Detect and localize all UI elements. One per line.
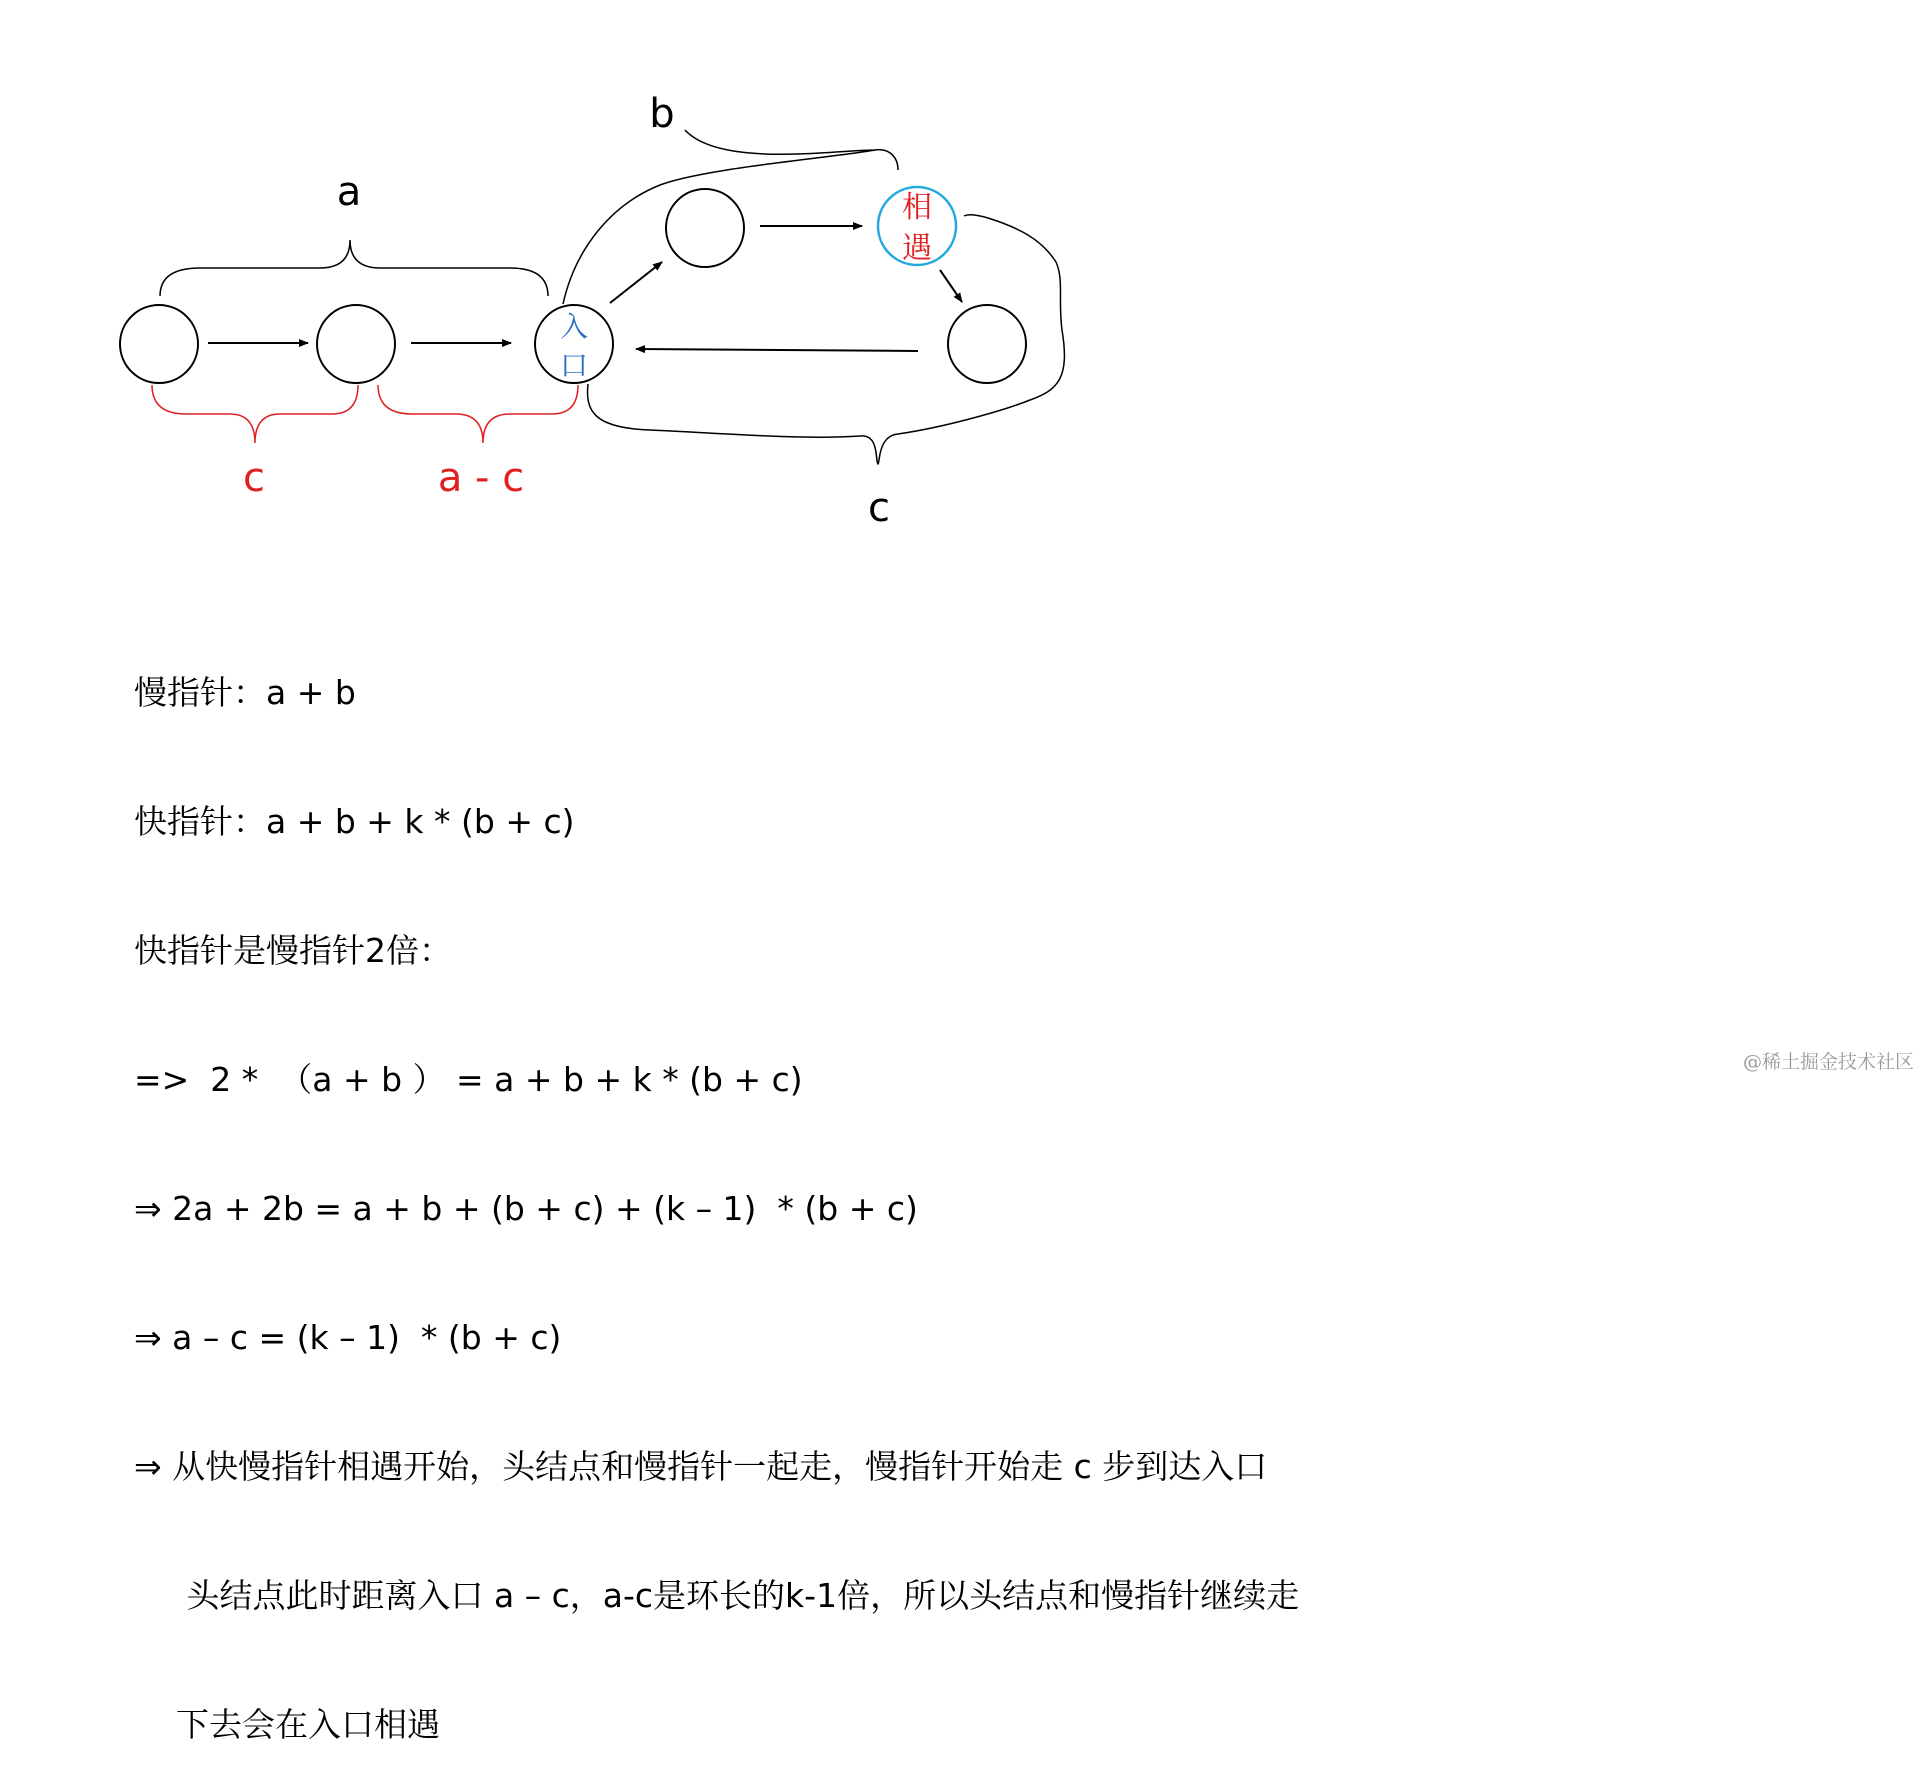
arrow-entry-top [610, 262, 662, 303]
entry-node-label-2: 口 [559, 349, 589, 382]
cycle-node-right [948, 305, 1026, 383]
brace-a [160, 240, 548, 296]
brace-a-minus-c-red [378, 385, 578, 443]
label-b: b [649, 91, 675, 137]
list-node-1 [120, 305, 198, 383]
watermark: @稀土掘金技术社区 [1742, 1051, 1914, 1073]
label-c-cycle: c [868, 485, 890, 531]
meet-node-label-2: 遇 [902, 231, 932, 266]
explanation-line-8: 头结点此时距离入口 a – c，a-c是环长的k-1倍，所以头结点和慢指针继续走 [134, 1576, 1300, 1615]
label-c-red: c [243, 455, 265, 501]
explanation-line-9: 下去会在入口相遇 [134, 1705, 440, 1744]
explanation-line-2: 快指针：a + b + k * (b + c) [134, 802, 575, 841]
explanation-line-4: => 2 * （a + b ） = a + b + k * (b + c) [134, 1060, 803, 1099]
meet-node-label-1: 相 [902, 190, 932, 225]
explanation-text [134, 585, 1299, 1789]
list-node-2 [317, 305, 395, 383]
entry-node-label-1: 入 [559, 310, 589, 343]
arrow-right-entry [636, 349, 918, 351]
explanation-line-6: ⇒ a – c = (k – 1) * (b + c) [134, 1318, 562, 1357]
explanation-line-1: 慢指针：a + b [134, 673, 356, 712]
explanation-line-3: 快指针是慢指针2倍： [134, 931, 452, 970]
brace-c-cycle [588, 215, 1065, 464]
explanation-line-7: ⇒ 从快慢指针相遇开始，头结点和慢指针一起走，慢指针开始走 c 步到达入口 [134, 1447, 1268, 1486]
arrow-meet-right [940, 270, 962, 302]
brace-b [563, 130, 898, 304]
label-a-minus-c: a - c [437, 455, 525, 501]
cycle-node-top [666, 189, 744, 267]
explanation-line-5: ⇒ 2a + 2b = a + b + (b + c) + (k – 1) * (b + c) [134, 1189, 918, 1228]
linked-list-cycle-diagram [0, 0, 1920, 580]
label-a: a [336, 169, 362, 215]
brace-c-red [152, 385, 358, 443]
